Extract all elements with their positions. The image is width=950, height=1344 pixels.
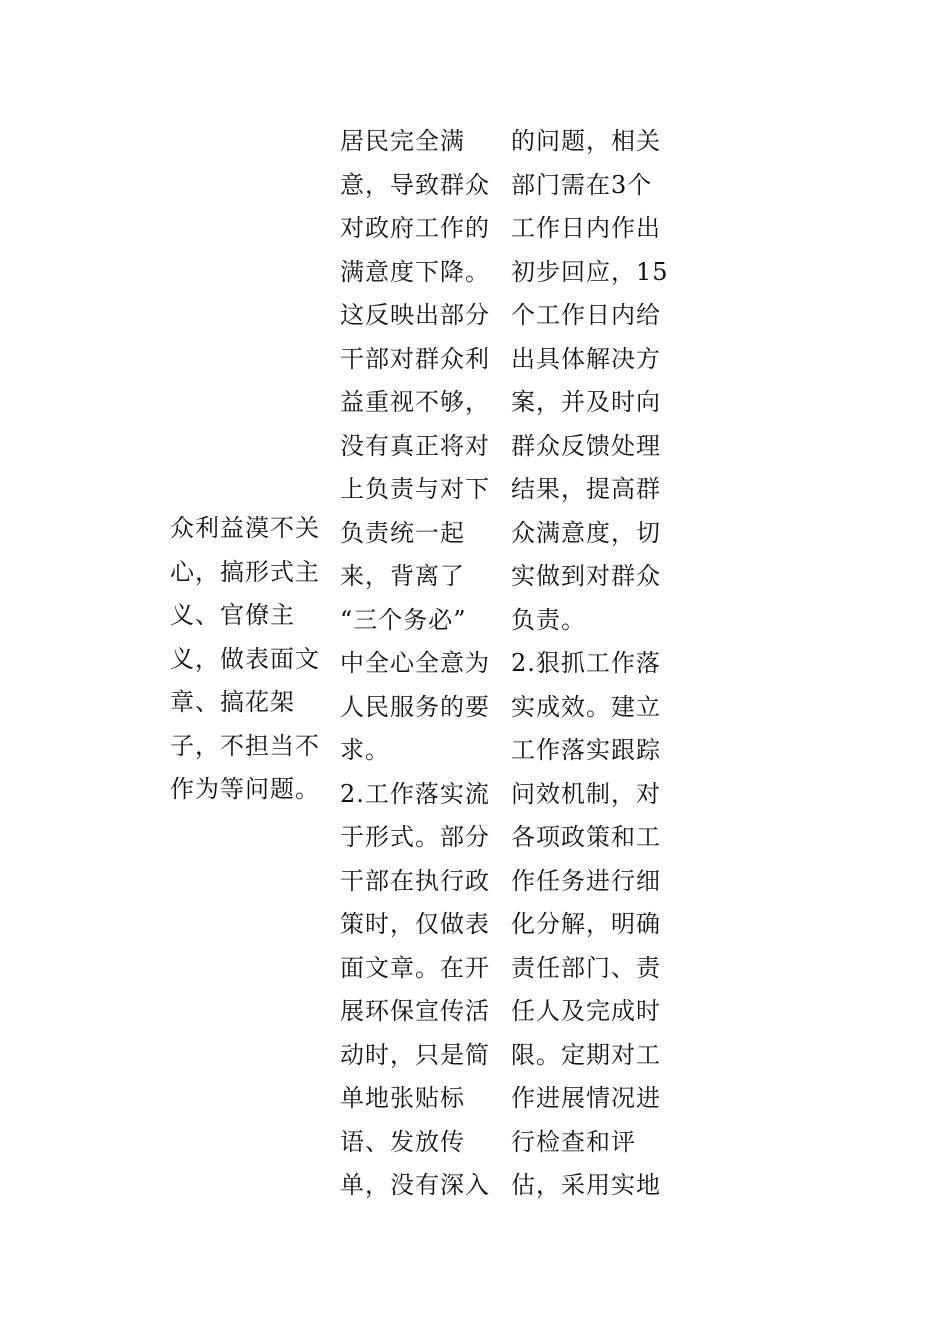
text-line: 限。定期对工 bbox=[511, 1040, 661, 1069]
text-column-right bbox=[511, 120, 671, 1208]
text-line: 群众反馈处理 bbox=[511, 431, 661, 460]
text-line: 众利益漠不关 bbox=[170, 514, 320, 542]
text-line: 负责。 bbox=[511, 605, 586, 634]
text-line: 部门需在3个 bbox=[511, 170, 653, 199]
text-line: 结果，提高群 bbox=[511, 475, 661, 503]
text-line: 干部在执行政 bbox=[340, 866, 490, 895]
text-line: 这反映出部分 bbox=[340, 301, 490, 329]
text-line: 行检查和评 bbox=[511, 1127, 636, 1156]
text-line: 问效机制，对 bbox=[511, 779, 661, 808]
text-line: 工作日内作出 bbox=[511, 214, 661, 242]
text-line: 干部对群众利 bbox=[340, 344, 490, 373]
text-line: 中全心全意为 bbox=[340, 649, 490, 677]
text-line: 实成效。建立 bbox=[511, 692, 661, 721]
text-line: 作任务进行细 bbox=[511, 866, 661, 895]
text-line: 没有真正将对 bbox=[340, 431, 490, 460]
text-column-middle bbox=[340, 120, 500, 1208]
text-line: 心，搞形式主 bbox=[170, 557, 320, 586]
text-line: 的问题，相关 bbox=[511, 127, 661, 155]
text-line: 子，不担当不 bbox=[170, 731, 320, 760]
text-line: 义，做表面文 bbox=[170, 644, 320, 673]
text-line: 意，导致群众 bbox=[340, 170, 490, 199]
text-line: 章、搞花架 bbox=[170, 688, 295, 716]
text-line: 单地张贴标 bbox=[340, 1084, 465, 1112]
text-line: “三个务必” bbox=[340, 605, 467, 634]
text-line: 居民完全满 bbox=[340, 127, 465, 155]
text-line: 估，采用实地 bbox=[511, 1171, 661, 1199]
text-line: 展环保宣传活 bbox=[340, 997, 490, 1025]
text-line: 工作落实跟踪 bbox=[511, 736, 661, 764]
text-line: 求。 bbox=[340, 736, 390, 764]
text-line: 面文章。在开 bbox=[340, 953, 490, 982]
text-line: 各项政策和工 bbox=[511, 823, 661, 851]
text-line: 人民服务的要 bbox=[340, 692, 490, 721]
text-line: 益重视不够， bbox=[340, 388, 490, 416]
text-line: 众满意度，切 bbox=[511, 518, 661, 547]
text-line: 个工作日内给 bbox=[511, 301, 661, 329]
text-line: 单，没有深入 bbox=[340, 1171, 490, 1199]
text-line: 来，背离了 bbox=[340, 562, 465, 590]
text-line: 于形式。部分 bbox=[340, 823, 490, 851]
text-line: 策时，仅做表 bbox=[340, 910, 490, 938]
text-line: 负责统一起 bbox=[340, 518, 465, 547]
text-line: 任人及完成时 bbox=[511, 997, 661, 1025]
text-line: 化分解，明确 bbox=[511, 910, 661, 938]
text-line: 义、官僚主 bbox=[170, 601, 295, 629]
text-line: 出具体解决方 bbox=[511, 344, 661, 373]
text-column-left bbox=[170, 507, 330, 812]
text-line: 语、发放传 bbox=[340, 1127, 465, 1156]
text-line: 责任部门、责 bbox=[511, 953, 661, 982]
text-line: 初步回应，15 bbox=[511, 257, 669, 286]
text-line: 2.工作落实流 bbox=[340, 779, 490, 808]
text-line: 满意度下降。 bbox=[340, 257, 490, 286]
text-line: 2.狠抓工作落 bbox=[511, 649, 661, 677]
text-line: 作为等问题。 bbox=[170, 775, 320, 803]
text-line: 对政府工作的 bbox=[340, 214, 490, 242]
text-line: 上负责与对下 bbox=[340, 475, 490, 503]
text-line: 动时，只是简 bbox=[340, 1040, 490, 1069]
text-line: 案，并及时向 bbox=[511, 388, 661, 416]
text-line: 实做到对群众 bbox=[511, 562, 661, 590]
text-line: 作进展情况进 bbox=[511, 1084, 661, 1112]
